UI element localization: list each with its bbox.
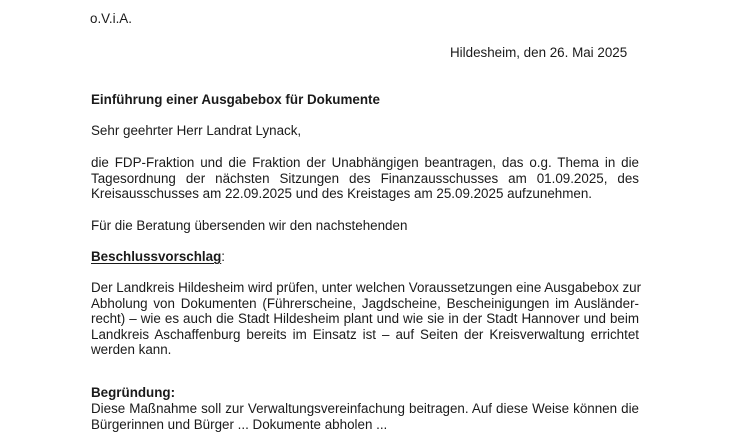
begruendung-paragraph	[91, 401, 639, 432]
beschluss-heading	[91, 249, 225, 265]
beschluss-line: Landkreis Aschaffenburg bereits im Einsatz ist – auf Seiten der Kreisverwaltung errichtet	[91, 326, 639, 342]
begruendung-line: Diese Maßnahme soll zur Verwaltungsvereinfachung beitragen. Auf diese Weise können die	[91, 401, 639, 416]
beschluss-heading-text: Beschlussvorschlag	[91, 249, 222, 264]
beschluss-line: Abholung von Dokumenten (Führerscheine, Jagdscheine, Bescheinigungen im Ausländer-	[91, 295, 639, 311]
intro-line: Kreisausschusses am 22.09.2025 und des Kreistages am 25.09.2025 aufzunehmen.	[91, 186, 592, 202]
beschluss-line: Der Landkreis Hildesheim wird prüfen, unter welchen Voraussetzungen eine Ausgabebox zur	[91, 280, 642, 295]
beschluss-line: recht) – wie es auch die Stadt Hildesheim plant und wie sie in der Stadt Hannover und beim	[91, 311, 639, 327]
salutation: Sehr geehrter Herr Landrat Lynack,	[91, 123, 302, 138]
intro-paragraph	[91, 155, 639, 202]
begruendung-line: Bürgerinnen und Bürger ... Dokumente abholen ...	[91, 416, 388, 432]
ovia-note: o.V.i.A.	[90, 11, 132, 26]
begruendung-heading: Begründung:	[91, 385, 176, 400]
place-date: Hildesheim, den 26. Mai 2025	[450, 45, 628, 60]
transmittal-sentence: Für die Beratung übersenden wir den nachstehenden	[91, 218, 408, 233]
subject-line: Einführung einer Ausgabebox für Dokumente	[91, 92, 380, 107]
intro-line: Tagesordnung der nächsten Sitzungen des Finanzausschusses am 01.09.2025, des	[91, 170, 639, 186]
beschluss-colon: :	[221, 249, 225, 264]
beschluss-paragraph	[91, 280, 642, 358]
intro-line: die FDP-Fraktion und die Fraktion der Unabhängigen beantragen, das o.g. Thema in die	[91, 155, 639, 170]
beschluss-line: werden kann.	[91, 342, 172, 358]
